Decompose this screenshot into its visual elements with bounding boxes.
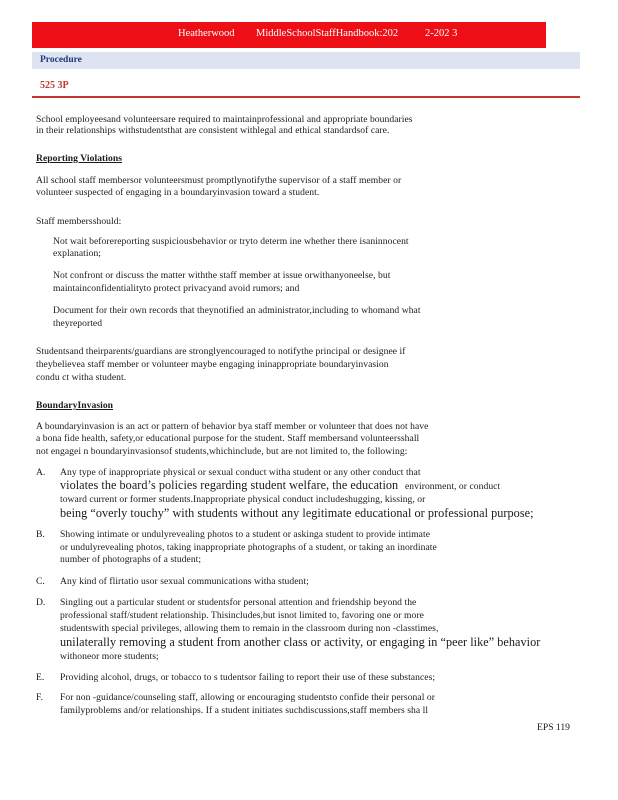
item-label: D.	[36, 597, 46, 608]
item-line: toward current or former students.Inappropriate physical conduct includeshugging, kissing, or	[60, 494, 426, 505]
item-label: C.	[36, 576, 45, 587]
item-line-large: violates the board’s policies regarding student welfare, the education	[60, 478, 399, 492]
boundary-heading: BoundaryInvasion	[36, 400, 114, 411]
document-header-bar	[32, 22, 546, 48]
header-year: 2-202 3	[425, 28, 458, 39]
procedure-label: Procedure	[40, 55, 82, 65]
item-line: studentswith special privileges, allowing them to remain in the classroom during non -classtimes,	[60, 623, 439, 634]
students-line: Studentsand theirparents/guardians are stronglyencouraged to notifythe principal or designee if	[36, 346, 406, 357]
procedure-bar	[32, 52, 580, 69]
policy-number: 525 3P	[40, 80, 69, 91]
students-line: theybelievea staff member or volunteer maybe engaging ininappropriate boundaryinvasion	[36, 359, 389, 370]
item-line: Singling out a particular student or studentsfor personal attention and friendship beyond the	[60, 597, 417, 608]
bullet-line: explanation;	[53, 248, 102, 259]
header-title: MiddleSchoolStaffHandbook:202	[256, 28, 399, 39]
bullet-line: Not wait beforereporting suspiciousbehavior or tryto determ ine whether there isaninnocent	[53, 236, 409, 247]
item-line: withoneor more students;	[60, 651, 159, 662]
intro-line: School employeesand volunteersare required to maintainprofessional and appropriate boundaries	[36, 114, 413, 125]
item-line-large: unilaterally removing a student from another class or activity, or engaging in “peer like” behavior	[60, 635, 541, 649]
bullet-line: theyreported	[53, 318, 103, 329]
item-line: For non -guidance/counseling staff, allowing or encouraging studentsto confide their personal or	[60, 692, 435, 703]
item-line: Any kind of flirtatio usor sexual communications witha student;	[60, 576, 309, 587]
item-line: or undulyrevealing photos, taking inappropriate photographs of a student, or taking an inordinate	[60, 542, 437, 553]
bullet-line: Not confront or discuss the matter withthe staff member at issue orwithanyoneelse, but	[53, 270, 391, 281]
boundary-line: a bona fide health, safety,or educational purpose for the student. Staff membersand volunteersshall	[36, 433, 420, 444]
staff-should-label: Staff membersshould:	[36, 216, 122, 227]
item-line: Any type of inappropriate physical or sexual conduct witha student or any other conduct that	[60, 467, 421, 478]
item-label: F.	[36, 692, 43, 703]
bullet-line: Document for their own records that theynotified an administrator,including to whomand what	[53, 305, 421, 316]
header-org: Heatherwood	[178, 28, 235, 39]
boundary-line: A boundaryinvasion is an act or pattern of behavior bya staff member or volunteer that does not have	[36, 421, 429, 432]
item-label: A.	[36, 467, 46, 478]
item-line: Providing alcohol, drugs, or tobacco to s tudentsor failing to report their use of these substances;	[60, 672, 436, 683]
item-label: E.	[36, 672, 45, 683]
header-rule	[32, 96, 580, 98]
item-line-large: being “overly touchy” with students without any legitimate educational or professional purpose;	[60, 506, 534, 520]
item-line: Showing intimate or undulyrevealing photos to a student or askinga student to provide intimate	[60, 529, 431, 540]
page-number: EPS 119	[537, 722, 570, 733]
reporting-line: volunteer suspected of engaging in a boundaryinvasion toward a student.	[36, 187, 320, 198]
item-line: professional staff/student relationship. Thisincludes,but isnot limited to, favoring one or more	[60, 610, 424, 621]
item-line: familyproblems and/or relationships. If a student initiates suchdiscussions,staff members sha ll	[60, 705, 429, 716]
bullet-line: maintainconfidentialityto protect privacyand avoid rumors; and	[53, 283, 300, 294]
item-line-tail: environment, or conduct	[405, 481, 501, 492]
reporting-heading: Reporting Violations	[36, 153, 123, 164]
reporting-line: All school staff membersor volunteersmust promptlynotifythe supervisor of a staff member or	[36, 175, 402, 186]
intro-line: in their relationships withstudentsthat are consistent withlegal and ethical standardsof care.	[36, 125, 390, 136]
item-label: B.	[36, 529, 45, 540]
students-line: condu ct witha student.	[36, 372, 127, 383]
boundary-line: not engagei n boundaryinvasionsof students,whichinclude, but are not limited to, the following:	[36, 446, 408, 457]
item-line: number of photographs of a student;	[60, 554, 202, 565]
